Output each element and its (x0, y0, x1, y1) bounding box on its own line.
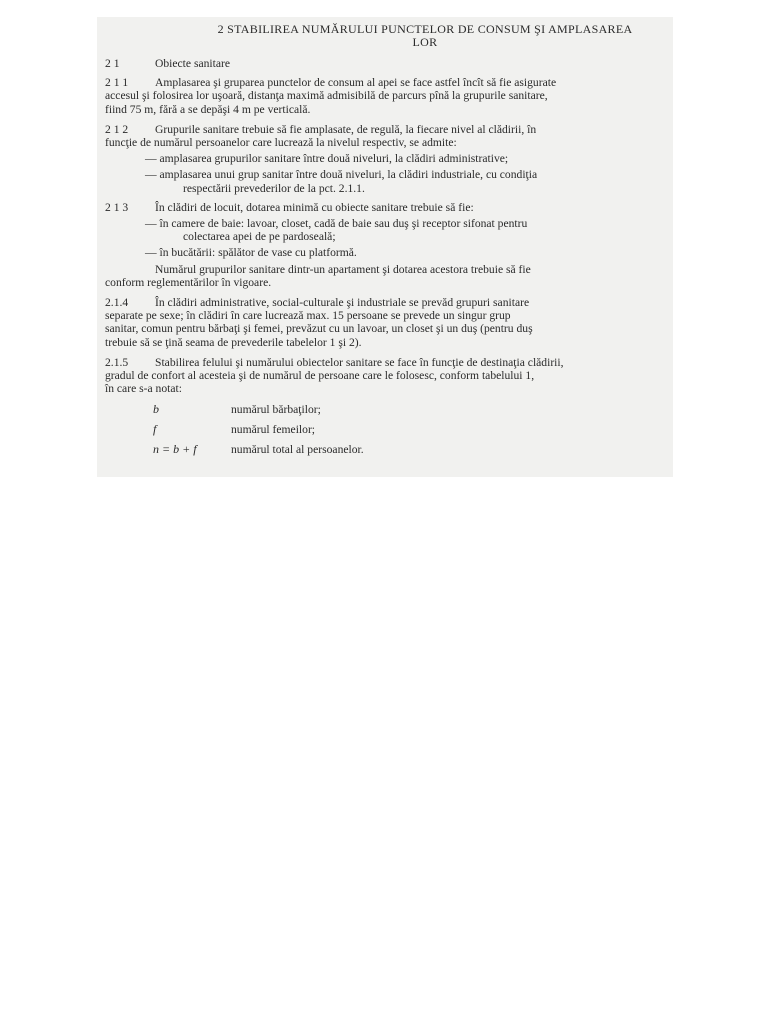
heading-2-1: 2 1 Obiecte sanitare (105, 57, 230, 70)
paragraph-2-1-1: 2 1 1 Amplasarea şi gruparea punctelor de consum al apei se face astfel încît să fie asigurate accesul şi folosirea lor uşoară, distanţa maximă admisibilă de parcurs pînă la grupurile sanitare, fiind 75 m, fără a se depăşi 4 m pe verticală. (105, 76, 557, 116)
notation-row: b numărul bărbaţilor; (153, 401, 321, 416)
bullet-item: — în bucătării: spălător de vase cu platformă. (145, 246, 357, 260)
notation-list (105, 399, 665, 459)
document-body (105, 23, 665, 459)
notation-row: f numărul femeilor; (153, 421, 316, 436)
paragraph-2-1-5: 2.1.5 Stabilirea felului şi numărului obiectelor sanitare se face în funcţie de destinaţia clădirii, gradul de confort al acesteia şi de numărul de persoane care le folosesc, conform tabelului 1, în care s-a notat: (105, 355, 564, 396)
bullet-item: — amplasarea grupurilor sanitare între două niveluri, la clădiri administrative; (145, 152, 509, 166)
paragraph-2-1-2: 2 1 2 Grupurile sanitare trebuie să fie amplasate, de regulă, la fiecare nivel al clădirii, în funcţie de numărul persoanelor care lucrează la nivelul respectiv, se admite: — amplasarea grupurilor sanitare între două niveluri, la clădiri administrative; — amplasarea unui grup sanitar între două niveluri, la clădiri industriale, cu condiţia respectării prevederilor de la pct. 2.1.1. (105, 123, 665, 195)
bullet-item: — amplasarea unui grup sanitar între două niveluri, la clădiri industriale, cu condiţia (145, 168, 538, 182)
scanned-page (97, 17, 673, 477)
notation-row: n = b + f numărul total al persoanelor. (153, 441, 364, 456)
section-title: 2 STABILIREA NUMĂRULUI PUNCTELOR DE CONSUM ŞI AMPLASAREA LOR (217, 22, 633, 49)
bullet-item: — în camere de baie: lavoar, closet, cadă de baie sau duş şi receptor sifonat pentru (145, 217, 528, 231)
paragraph-2-1-3: 2 1 3 În clădiri de locuit, dotarea minimă cu obiecte sanitare trebuie să fie: — în camere de baie: lavoar, closet, cadă de baie sau duş şi receptor sifonat pentru colectarea apei de pe pardoseală; — în bucătării: spălător de vase cu platformă. Numărul grupurilor sanitare dintr-un apartament şi dotarea acestora trebuie să fie conform reglementărilor în vigoare. (105, 201, 665, 289)
paragraph-2-1-4: 2.1.4 În clădiri administrative, social-culturale şi industriale se prevăd grupuri sanitare separate pe sexe; în clădiri în care lucrează max. 15 persoane se prevede un singur grup sanitar, comun pentru bărbaţi şi femei, prevăzut cu un lavoar, un closet şi un duş (pentru duş trebuie să se ţină seama de prevederile tabelelor 1 şi 2). (105, 296, 533, 349)
